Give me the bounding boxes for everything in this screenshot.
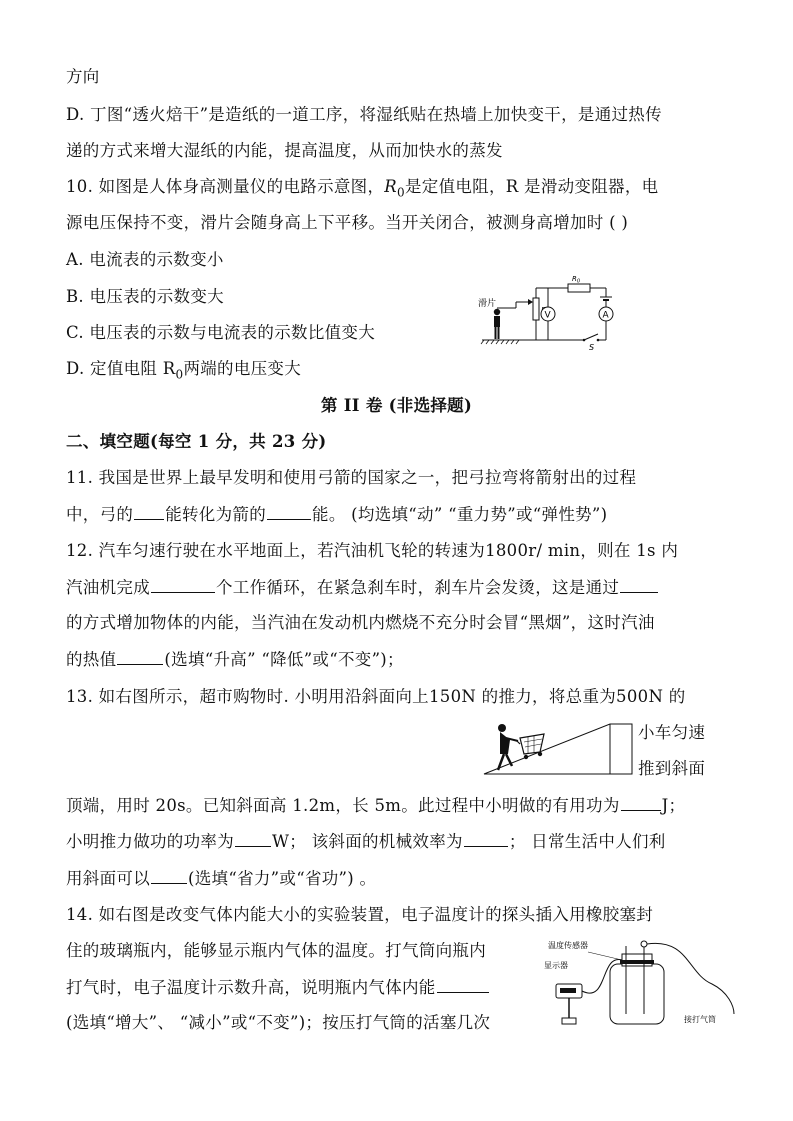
question-14: (选填“增大”、 “减小”或“不变”)；按压打气筒的活塞几次: [66, 1013, 491, 1032]
question-13: 用斜面可以 (选填“省力”或“省功”) 。: [66, 869, 377, 888]
part-heading: 二、填空题(每空 1 分，共 23 分): [66, 432, 327, 451]
text-line: 方向: [66, 67, 100, 86]
option-a: A. 电流表的示数变小: [66, 250, 224, 269]
resistor-r0-label: $R_0$: [572, 276, 581, 285]
answer-blank[interactable]: [267, 503, 311, 520]
question-12: 12. 汽车匀速行驶在水平地面上，若汽油机飞轮的转速为1800r/ min，则在 1s 内: [66, 541, 679, 560]
answer-blank[interactable]: [134, 503, 164, 520]
display-label: 显示器: [544, 961, 568, 970]
option-d: D. 定值电阻 $R_0$两端的电压变大: [66, 359, 302, 382]
answer-blank[interactable]: [620, 576, 658, 593]
answer-blank[interactable]: [117, 648, 163, 665]
question-14: 14. 如右图是改变气体内能大小的实验装置，电子温度计的探头插入用橡胶塞封: [66, 905, 654, 924]
pump-label: 接打气筒: [684, 1015, 716, 1024]
question-13: 小明推力做功的功率为 W； 该斜面的机械效率为 ； 日常生活中人们利: [66, 832, 666, 851]
question-13: 13. 如右图所示，超市购物时. 小明用沿斜面向上150N 的推力，将总重为500N 的: [66, 687, 686, 706]
circuit-diagram: [476, 276, 616, 352]
question-13-side: 推到斜面: [638, 759, 706, 778]
incline-diagram: [480, 714, 635, 778]
question-13: 顶端，用时 20s。已知斜面高 1.2m，长 5m。此过程中小明做的有用功为 J；: [66, 796, 686, 815]
slider-label: 滑片: [478, 299, 497, 309]
option-b: B. 电压表的示数变大: [66, 287, 224, 306]
question-11: 中，弓的 能转化为箭的 能。 (均选填“动” “重力势”或“弹性势”): [66, 505, 608, 524]
answer-blank[interactable]: [235, 830, 271, 847]
question-13-side: 小车匀速: [638, 723, 706, 742]
answer-blank[interactable]: [621, 794, 661, 811]
option-d-text: D. 丁图“透火焙干”是造纸的一道工序，将湿纸贴在热墙上加快变干，是通过热传: [66, 105, 662, 124]
question-12: 的方式增加物体的内能，当汽油在发动机内燃烧不充分时会冒“黑烟”，这时汽油: [66, 613, 655, 632]
question-10-stem: 源电压保持不变，滑片会随身高上下平移。当开关闭合，被测身高增加时 ( ): [66, 213, 629, 232]
section-title: 第 II 卷 (非选择题): [320, 396, 473, 415]
question-14: 打气时，电子温度计示数升高，说明瓶内气体内能: [66, 976, 490, 999]
option-c: C. 电压表的示数与电流表的示数比值变大: [66, 323, 376, 342]
text-line: 递的方式来增大湿纸的内能，提高温度，从而加快水的蒸发: [66, 141, 503, 160]
question-10-stem: 10. 如图是人体身高测量仪的电路示意图，$R_0$是定值电阻，R 是滑动变阻器，电: [66, 177, 659, 200]
question-12: 汽油机完成 个工作循环，在紧急刹车时，刹车片会发烫，这是通过: [66, 576, 659, 599]
answer-blank[interactable]: [437, 976, 489, 993]
bottle-apparatus-diagram: [538, 934, 744, 1030]
voltmeter-label: V: [544, 310, 551, 321]
question-12: 的热值 (选填“升高” “降低”或“不变”)；: [66, 650, 404, 669]
question-11: 11. 我国是世界上最早发明和使用弓箭的国家之一，把弓拉弯将箭射出的过程: [66, 468, 637, 487]
answer-blank[interactable]: [151, 576, 215, 593]
sensor-label: 温度传感器: [548, 941, 588, 950]
ammeter-label: A: [602, 310, 609, 321]
answer-blank[interactable]: [464, 830, 508, 847]
question-14: 住的玻璃瓶内，能够显示瓶内气体的温度。打气筒向瓶内: [66, 941, 486, 960]
answer-blank[interactable]: [151, 867, 187, 884]
switch-label: S: [589, 343, 595, 352]
